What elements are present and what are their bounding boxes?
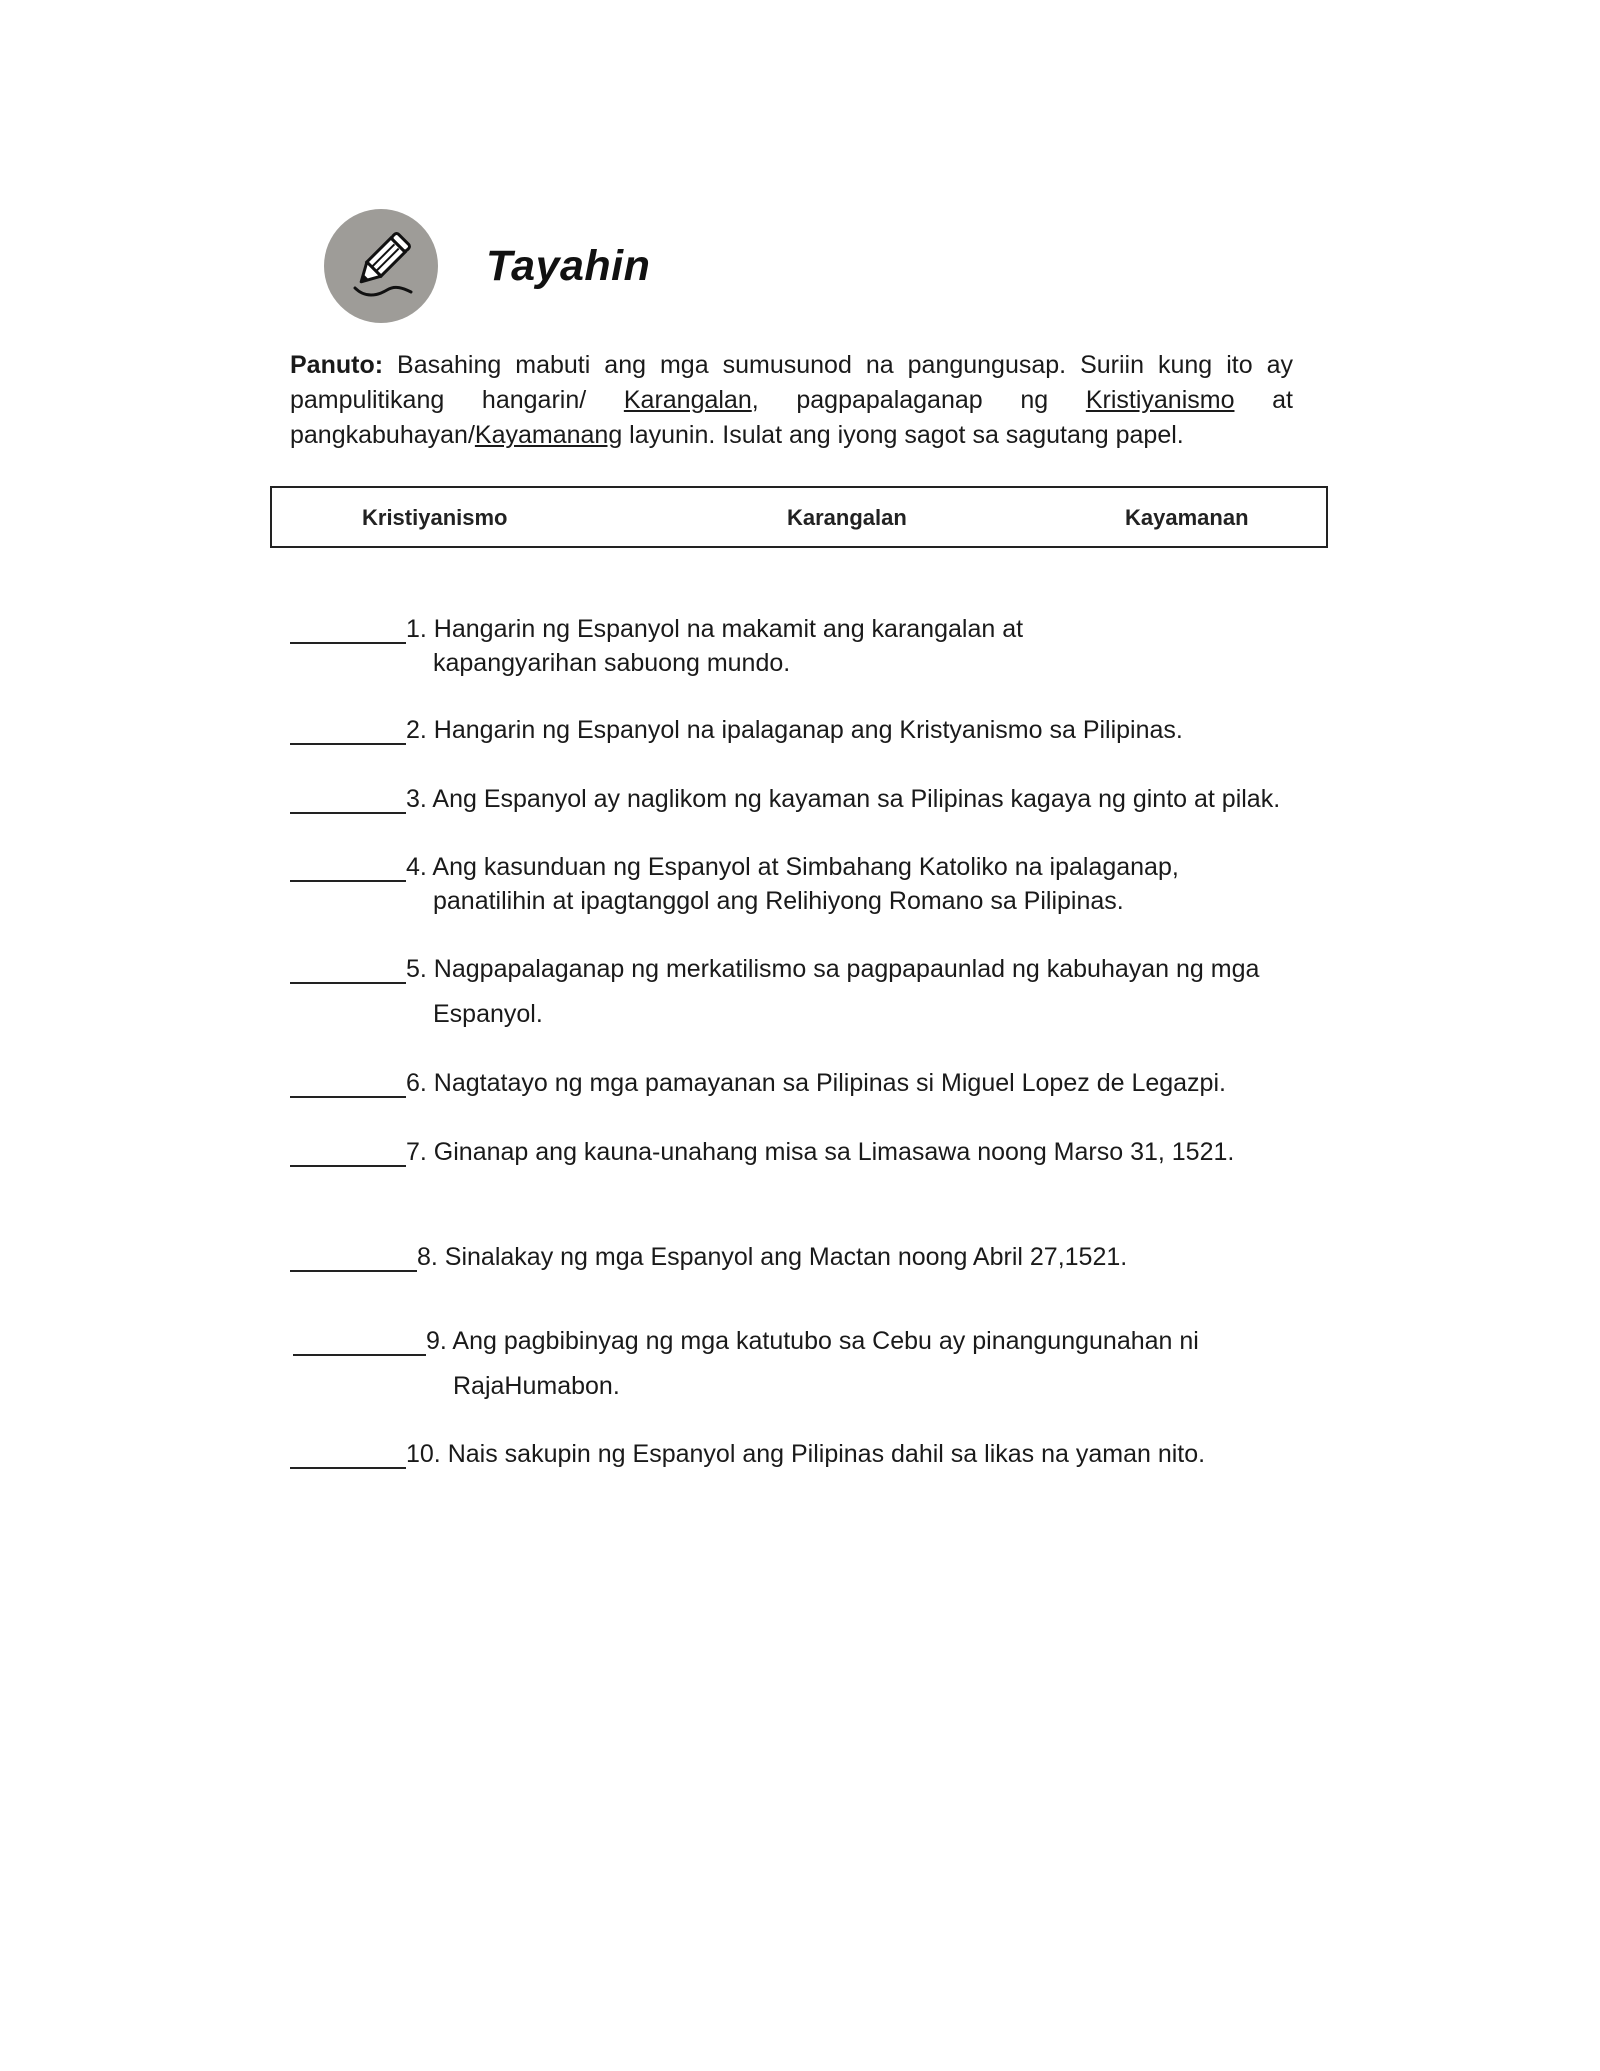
choice-karangalan: Karangalan [787, 505, 907, 530]
answer-blank[interactable] [290, 1066, 406, 1098]
question-item [290, 1324, 1330, 1403]
answer-blank[interactable] [290, 1240, 417, 1272]
question-item [290, 1437, 1330, 1471]
question-number: 10. [406, 1440, 448, 1468]
question-item [290, 713, 1330, 747]
page-title: Tayahin [486, 241, 651, 290]
section-header [324, 208, 650, 324]
question-text: Ang kasunduan ng Espanyol at Simbahang Katoliko na ipalaganap, [432, 853, 1179, 881]
directions-text: Basahing mabuti ang mga sumusunod na pangungusap. Suriin kung ito ay pampulitikang hangarin/ [290, 351, 1293, 414]
question-item [290, 1066, 1330, 1100]
pencil-icon [324, 209, 438, 323]
question-item [290, 850, 1330, 918]
question-number: 3. [406, 785, 433, 813]
directions-text: at pangkabuhayan/ [290, 386, 1294, 449]
question-text: Nais sakupin ng Espanyol ang Pilipinas dahil sa likas na yaman nito. [447, 1440, 1206, 1468]
question-item [290, 952, 1330, 1031]
directions-underline-kristiyanismo: Kristiyanismo [1085, 386, 1235, 414]
question-text: Ang pagbibinyag ng mga katutubo sa Cebu ay pinangungunahan ni [452, 1327, 1199, 1355]
choice-kristiyanismo: Kristiyanismo [362, 505, 508, 530]
question-text: Ginanap ang kauna-unahang misa sa Limasawa noong Marso 31, 1521. [433, 1138, 1235, 1166]
question-text: Sinalakay ng mga Espanyol ang Mactan noong Abril 27,1521. [444, 1243, 1128, 1271]
answer-blank[interactable] [290, 1437, 406, 1469]
question-number: 6. [406, 1069, 434, 1097]
answer-blank[interactable] [293, 1324, 426, 1356]
question-item [290, 1135, 1330, 1169]
question-number: 8. [417, 1243, 445, 1271]
question-text: Hangarin ng Espanyol na ipalaganap ang Kristyanismo sa Pilipinas. [433, 716, 1183, 744]
question-item [290, 612, 1330, 680]
question-text-continued: Espanyol. [433, 1000, 543, 1028]
question-text-continued: RajaHumabon. [453, 1372, 620, 1400]
directions-underline-karangalan: Karangalan [623, 386, 752, 414]
answer-blank[interactable] [290, 713, 406, 745]
question-number: 5. [406, 955, 434, 983]
question-text: Ang Espanyol ay naglikom ng kayaman sa Pilipinas kagaya ng ginto at pilak. [432, 785, 1281, 813]
question-number: 7. [406, 1138, 434, 1166]
question-text-continued: panatilihin at ipagtanggol ang Relihiyong Romano sa Pilipinas. [433, 887, 1124, 915]
question-item [290, 1240, 1330, 1274]
question-item [290, 782, 1330, 816]
question-number: 2. [406, 716, 434, 744]
question-text: Nagpapalaganap ng merkatilismo sa pagpapaunlad ng kabuhayan ng mga [433, 955, 1260, 983]
question-text: Nagtatayo ng mga pamayanan sa Pilipinas si Miguel Lopez de Legazpi. [433, 1069, 1226, 1097]
directions-paragraph [290, 348, 1293, 453]
directions-text: , pagpapalaganap ng [751, 386, 1086, 414]
directions-lead: Panuto: [290, 351, 384, 379]
answer-blank[interactable] [290, 952, 406, 984]
choice-kayamanan: Kayamanan [1125, 505, 1249, 530]
answer-blank[interactable] [290, 782, 406, 814]
answer-blank[interactable] [290, 850, 406, 882]
question-number: 4. [406, 853, 433, 881]
directions-underline-kayamanang: Kayamanang [474, 421, 623, 449]
question-number: 9. [426, 1327, 453, 1355]
question-text: Hangarin ng Espanyol na makamit ang karangalan at [433, 615, 1024, 643]
answer-blank[interactable] [290, 612, 406, 644]
answer-choices-box [270, 486, 1328, 548]
question-text-continued: kapangyarihan sabuong mundo. [433, 649, 791, 677]
answer-blank[interactable] [290, 1135, 406, 1167]
directions-text: layunin. Isulat ang iyong sagot sa sagutang papel. [622, 421, 1184, 449]
question-number: 1. [406, 615, 434, 643]
